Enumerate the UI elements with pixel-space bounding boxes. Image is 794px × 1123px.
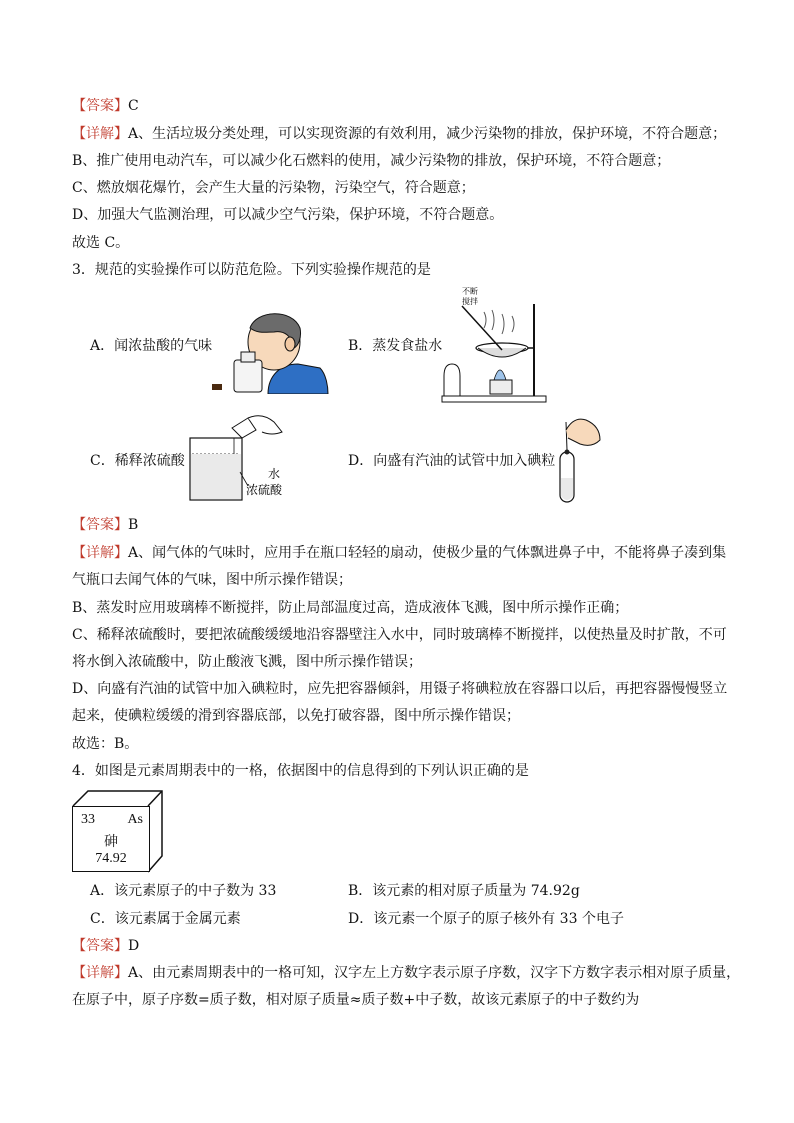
q3-detail-line-1 <box>72 543 726 563</box>
q3-option-c: C．稀释浓硫酸 <box>90 453 185 469</box>
q2-answer <box>72 96 139 116</box>
q4-stem: 4．如图是元素周期表中的一格，依据图中的信息得到的下列认识正确的是 <box>72 763 529 779</box>
q4-option-c: C．该元素属于金属元素 <box>90 911 241 927</box>
answer-label: 【答案】 <box>72 98 128 114</box>
smell-acid-figure <box>210 308 330 394</box>
q3-detail-line-6: D、向盛有汽油的试管中加入碘粒时，应先把容器倾斜，用镊子将碘粒放在容器口以后，再把容器慢慢竖立 <box>72 681 728 697</box>
detail-label: 【详解】 <box>72 545 128 561</box>
sulfuric-acid-label: 浓硫酸 <box>246 483 283 497</box>
water-label: 水 <box>268 467 281 481</box>
q4-detail-line-1 <box>72 963 740 983</box>
q4-option-a: A．该元素原子的中子数为 33 <box>90 883 277 899</box>
detail-label: 【详解】 <box>72 965 128 981</box>
atomic-number: 33 <box>81 812 95 827</box>
q3-detail-line-3: B、蒸发时应用玻璃棒不断搅拌，防止局部温度过高，造成液体飞溅，图中所示操作正确； <box>72 600 629 616</box>
element-symbol: As <box>127 812 143 827</box>
q3-detail-line-7: 起来，使碘粒缓缓的滑到容器底部，以免打破容器，图中所示操作错误； <box>72 708 520 724</box>
q3-option-b: B．蒸发食盐水 <box>348 338 443 354</box>
q4-option-d: D．该元素一个原子的原子核外有 33 个电子 <box>348 911 624 927</box>
stir-label-2: 搅拌 <box>462 297 478 306</box>
q3-detail-line-4: C、稀释浓硫酸时，要把浓硫酸缓缓地沿容器壁注入水中，同时玻璃棒不断搅拌，以使热量及时扩散，不可 <box>72 627 727 643</box>
answer-value: B <box>128 517 139 533</box>
evaporation-figure <box>440 284 550 404</box>
q3-option-a: A．闻浓盐酸的气味 <box>90 338 213 354</box>
q2-detail-line-1 <box>72 124 726 144</box>
detail-label: 【详解】 <box>72 126 128 142</box>
stir-label-1: 不断 <box>462 287 478 296</box>
answer-value: C <box>128 98 139 114</box>
q4-detail-line-2: 在原子中，原子序数=质子数，相对原子质量≈质子数+中子数，故该元素原子的中子数约为 <box>72 992 640 1008</box>
answer-value: D <box>128 938 140 954</box>
dilute-acid-figure <box>186 414 296 504</box>
q3-stem: 3．规范的实验操作可以防范危险。下列实验操作规范的是 <box>72 262 431 278</box>
detail-text: A、闻气体的气味时，应用手在瓶口轻轻的扇动，使极少量的气体飘进鼻子中，不能将鼻子凑到集 <box>128 545 727 561</box>
test-tube-figure <box>552 414 608 510</box>
q2-detail-line-4: D、加强大气监测治理，可以减少空气污染，保护环境，不符合题意。 <box>72 207 504 223</box>
q3-conclusion: 故选：B。 <box>72 736 139 752</box>
q2-conclusion: 故选 C。 <box>72 235 130 251</box>
periodic-table-cell <box>72 806 150 872</box>
q2-detail-line-2: B、推广使用电动汽车，可以减少化石燃料的使用，减少污染物的排放，保护环境，不符合题意； <box>72 153 671 169</box>
q3-option-d: D．向盛有汽油的试管中加入碘粒 <box>348 453 556 469</box>
detail-text: A、由元素周期表中的一格可知，汉字左上方数字表示原子序数，汉字下方数字表示相对原子质量， <box>128 965 741 981</box>
q3-detail-line-5: 将水倒入浓硫酸中，防止酸液飞溅，图中所示操作错误； <box>72 654 422 670</box>
q3-detail-line-2: 气瓶口去闻气体的气味，图中所示操作错误； <box>72 572 352 588</box>
atomic-mass: 74.92 <box>95 851 127 866</box>
answer-label: 【答案】 <box>72 517 128 533</box>
detail-text: A、生活垃圾分类处理，可以实现资源的有效利用，减少污染物的排放，保护环境，不符合题意； <box>128 126 727 142</box>
answer-label: 【答案】 <box>72 938 128 954</box>
q4-option-b: B．该元素的相对原子质量为 74.92g <box>348 883 580 899</box>
q4-answer <box>72 936 139 956</box>
q2-detail-line-3: C、燃放烟花爆竹，会产生大量的污染物，污染空气，符合题意； <box>72 180 475 196</box>
q3-answer <box>72 515 138 535</box>
element-name: 砷 <box>104 835 118 850</box>
